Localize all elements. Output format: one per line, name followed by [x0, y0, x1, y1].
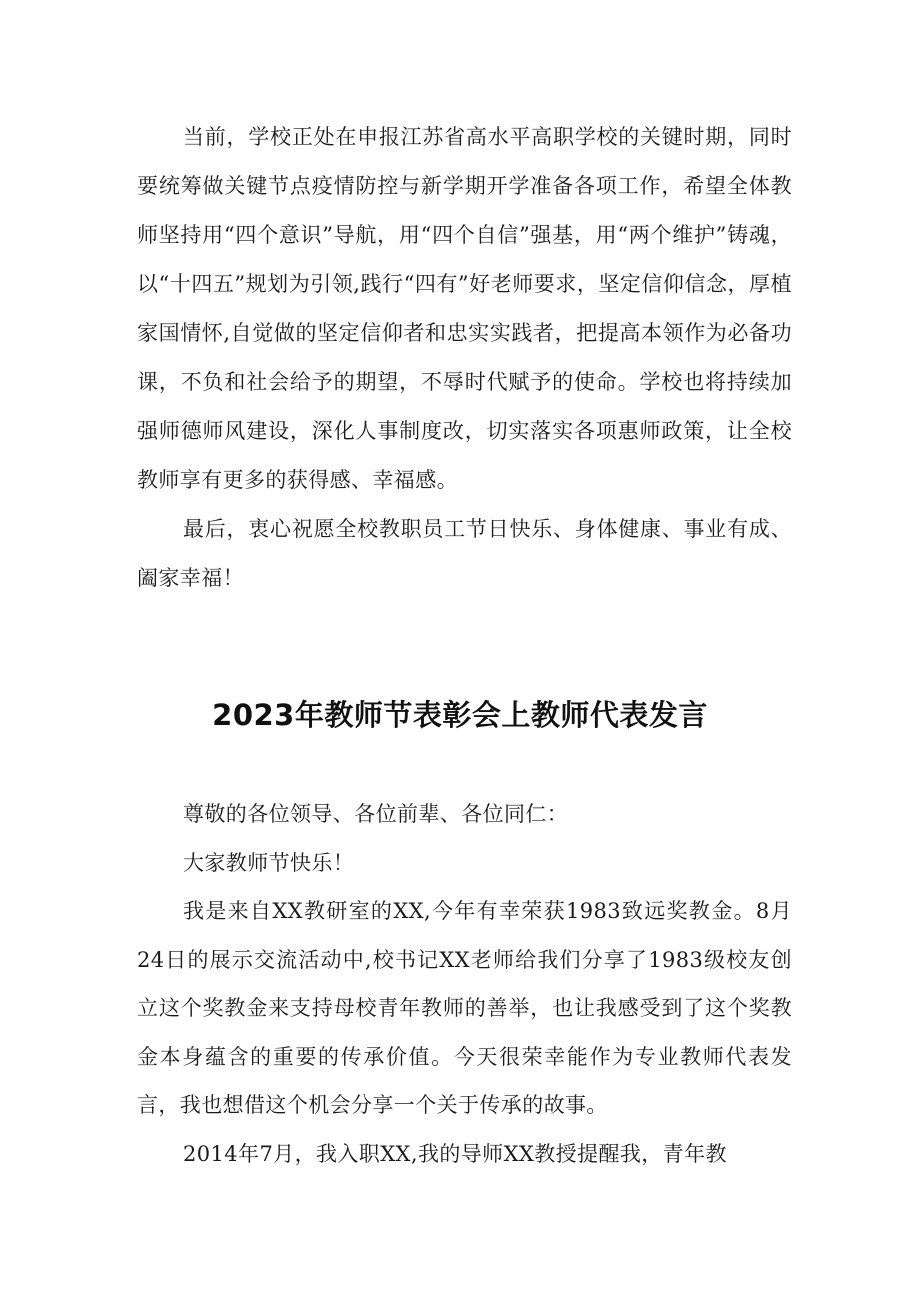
greeting: 大家教师节快乐！ [183, 850, 355, 875]
body-paragraph: 2014年7月，我入职XX,我的导师XX教授提醒我，青年教 [183, 1141, 727, 1166]
body-paragraph: 我是来自XX教研室的XX,今年有幸荣获1983致远奖教金。8月24日的展示交流活动中,校书记XX老师给我们分享了1983级校友创立这个奖教金来支持母校青年教师的善举，也让我感受到了这个奖教金本身蕴含的重要的传承价值。今天很荣幸能作为专业教师代表发言，我也想借这个机会分享一个关于传承的故事。 [137, 899, 792, 1117]
speech-section [137, 790, 792, 1178]
salutation: 尊敬的各位领导、各位前辈、各位同仁： [183, 802, 569, 826]
body-paragraph: 当前，学校正处在申报江苏省高水平高职学校的关键时期，同时要统筹做关键节点疫情防控与新学期开学准备各项工作，希望全体教师坚持用“四个意识”导航，用“四个自信”强基，用“两个维护”铸魂，以“十四五”规划为引领,践行“四有”好老师要求，坚定信仰信念，厚植家国情怀,自觉做的坚定信仰者和忠实实践者，把提高本领作为必备功课，不负和社会给予的期望，不辱时代赋予的使命。学校也将持续加强师德师风建设，深化人事制度改，切实落实各项惠师政策，让全校教师享有更多的获得感、幸福感。 [137, 125, 792, 492]
closing-section [137, 113, 792, 603]
speech-title: 2023年教师节表彰会上教师代表发言 [212, 698, 708, 732]
closing-wishes-paragraph: 最后，衷心祝愿全校教职员工节日快乐、身体健康、事业有成、阖家幸福！ [137, 517, 792, 590]
